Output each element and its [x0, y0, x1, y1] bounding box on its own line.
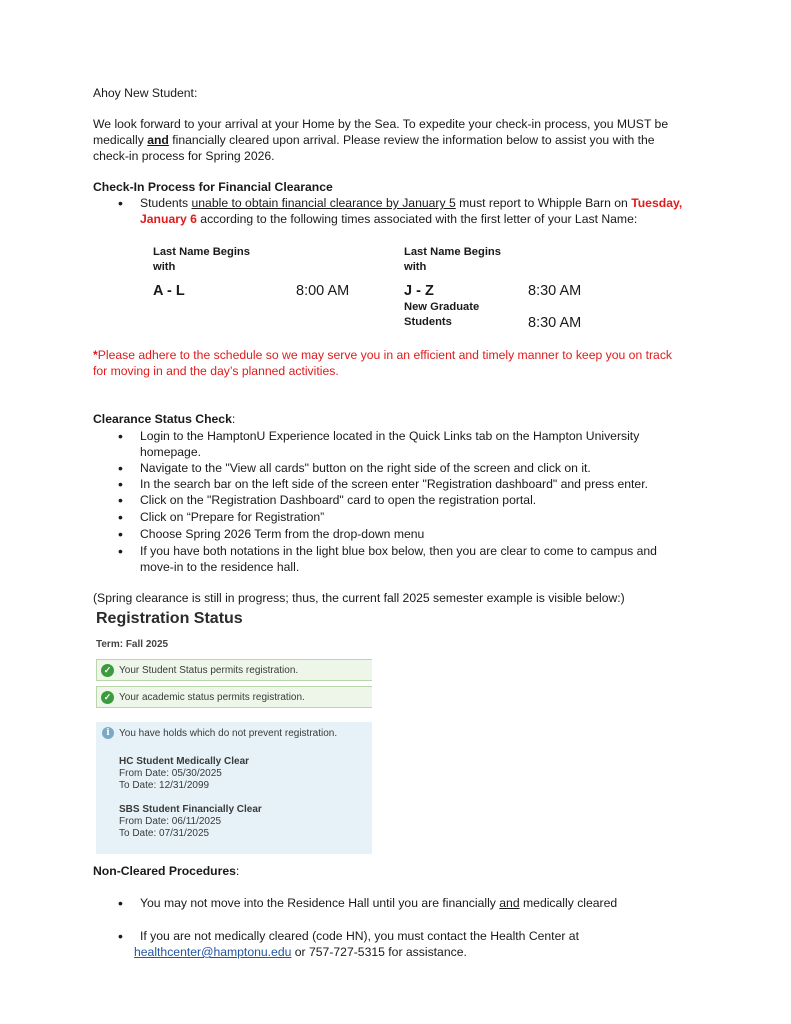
bullet-icon: •	[118, 526, 123, 542]
hold-title-financial: SBS Student Financially Clear	[119, 804, 262, 815]
checkin-date: Tuesday,	[631, 196, 683, 210]
holds-panel	[96, 722, 372, 854]
status-text: Your academic status permits registration.	[119, 692, 305, 703]
checkin-heading: Check-In Process for Financial Clearance	[93, 180, 333, 194]
schedule-grad-label	[404, 300, 479, 330]
non-cleared-text: You may not move into the Residence Hall until you are financially	[140, 896, 500, 910]
checkin-item-line-1	[140, 195, 682, 211]
status-step-7-cont: move-in to the residence hall.	[140, 560, 300, 574]
status-check-colon: :	[231, 412, 236, 426]
schedule-header-text: with	[404, 261, 427, 273]
status-check-heading	[93, 411, 235, 427]
status-step-2: Navigate to the "View all cards" button on the right side of the screen and click on it.	[140, 461, 591, 475]
checkin-date: January 6	[140, 212, 197, 226]
checkin-text: Students	[140, 196, 192, 210]
status-step-7: If you have both notations in the light blue box below, then you are clear to come to campus and	[140, 544, 657, 558]
non-cleared-emphasis: and	[499, 896, 520, 910]
status-step-4: Click on the "Registration Dashboard" card to open the registration portal.	[140, 493, 537, 507]
checkin-text: according to the following times associated with the first letter of your Last Name:	[196, 212, 638, 226]
bullet-icon: •	[118, 509, 123, 525]
intro-text: medically	[93, 133, 148, 147]
status-step-5: Click on “Prepare for Registration”	[140, 510, 325, 524]
schedule-range-j-z: J - Z	[404, 283, 434, 299]
greeting: Ahoy New Student:	[93, 86, 198, 100]
schedule-time-grad: 8:30 AM	[528, 315, 582, 331]
non-cleared-title: Non-Cleared Procedures	[93, 864, 236, 878]
intro-line-1: We look forward to your arrival at your Home by the Sea. To expedite your check-in process, you MUST be	[93, 117, 669, 131]
check-circle-icon: ✓	[101, 691, 114, 704]
check-circle-icon: ✓	[101, 664, 114, 677]
schedule-grad-text: Students	[404, 316, 452, 328]
schedule-range-a-l: A - L	[153, 283, 185, 299]
schedule-col-header-right	[404, 245, 501, 275]
hold-to-date: To Date: 12/31/2099	[119, 780, 210, 791]
hold-from-date: From Date: 06/11/2025	[119, 816, 222, 827]
notice-text: Please adhere to the schedule so we may serve you in an efficient and timely manner to keep you on track	[97, 348, 673, 362]
schedule-header-text: Last Name Begins	[153, 246, 250, 258]
schedule-time-j-z: 8:30 AM	[528, 283, 582, 299]
schedule-grad-text: New Graduate	[404, 301, 480, 313]
bullet-icon: •	[118, 543, 123, 559]
hold-to-date: To Date: 07/31/2025	[119, 828, 210, 839]
intro-text: financially cleared upon arrival. Please review the information below to assist you with the	[168, 133, 655, 147]
intro-emphasis: and	[147, 133, 169, 147]
bullet-icon: •	[118, 460, 123, 476]
checkin-item-line-2	[140, 211, 637, 227]
hold-title-medical: HC Student Medically Clear	[119, 756, 250, 767]
hold-from-date: From Date: 05/30/2025	[119, 768, 222, 779]
non-cleared-item-2: If you are not medically cleared (code HN), you must contact the Health Center at	[140, 929, 579, 943]
health-center-email-link[interactable]: healthcenter@hamptonu.edu	[134, 945, 292, 959]
bullet-icon: •	[118, 895, 123, 911]
intro-line-3: check-in process for Spring 2026.	[93, 149, 275, 163]
status-step-3: In the search bar on the left side of the screen enter "Registration dashboard" and press enter.	[140, 477, 648, 491]
status-step-1-cont: homepage.	[140, 445, 201, 459]
bullet-icon: •	[118, 928, 123, 944]
schedule-notice-line-1	[93, 347, 672, 363]
registration-term: Term: Fall 2025	[96, 639, 169, 650]
bullet-icon: •	[118, 492, 123, 508]
non-cleared-heading	[93, 863, 239, 879]
schedule-col-header-left	[153, 245, 250, 275]
holds-message: You have holds which do not prevent registration.	[119, 728, 338, 739]
non-cleared-text: medically cleared	[519, 896, 618, 910]
bullet-icon: •	[118, 428, 123, 444]
status-text: Your Student Status permits registration.	[119, 665, 299, 676]
schedule-header-text: with	[153, 261, 176, 273]
example-note: (Spring clearance is still in progress; thus, the current fall 2025 semester example is visible below:)	[93, 591, 625, 605]
info-icon: i	[102, 727, 114, 739]
intro-line-2	[93, 132, 655, 148]
non-cleared-item-2-cont	[134, 944, 467, 960]
status-row-academic	[96, 686, 372, 708]
non-cleared-item-1	[140, 895, 617, 911]
registration-status-title: Registration Status	[96, 610, 243, 627]
bullet-icon: •	[118, 476, 123, 492]
status-step-1: Login to the HamptonU Experience located in the Quick Links tab on the Hampton University	[140, 429, 640, 443]
status-row-student	[96, 659, 372, 681]
schedule-time-a-l: 8:00 AM	[296, 283, 350, 299]
notice-star: *	[93, 348, 98, 362]
schedule-header-text: Last Name Begins	[404, 246, 501, 258]
schedule-notice-line-2: for moving in and the day’s planned activities.	[93, 364, 339, 378]
checkin-text: must report to Whipple Barn on	[455, 196, 632, 210]
checkin-deadline: unable to obtain financial clearance by January 5	[191, 196, 456, 210]
status-step-6: Choose Spring 2026 Term from the drop-down menu	[140, 527, 425, 541]
non-cleared-colon: :	[235, 864, 240, 878]
bullet-icon: •	[118, 195, 123, 211]
status-check-title: Clearance Status Check	[93, 412, 232, 426]
non-cleared-text: or 757-727-5315 for assistance.	[291, 945, 467, 959]
